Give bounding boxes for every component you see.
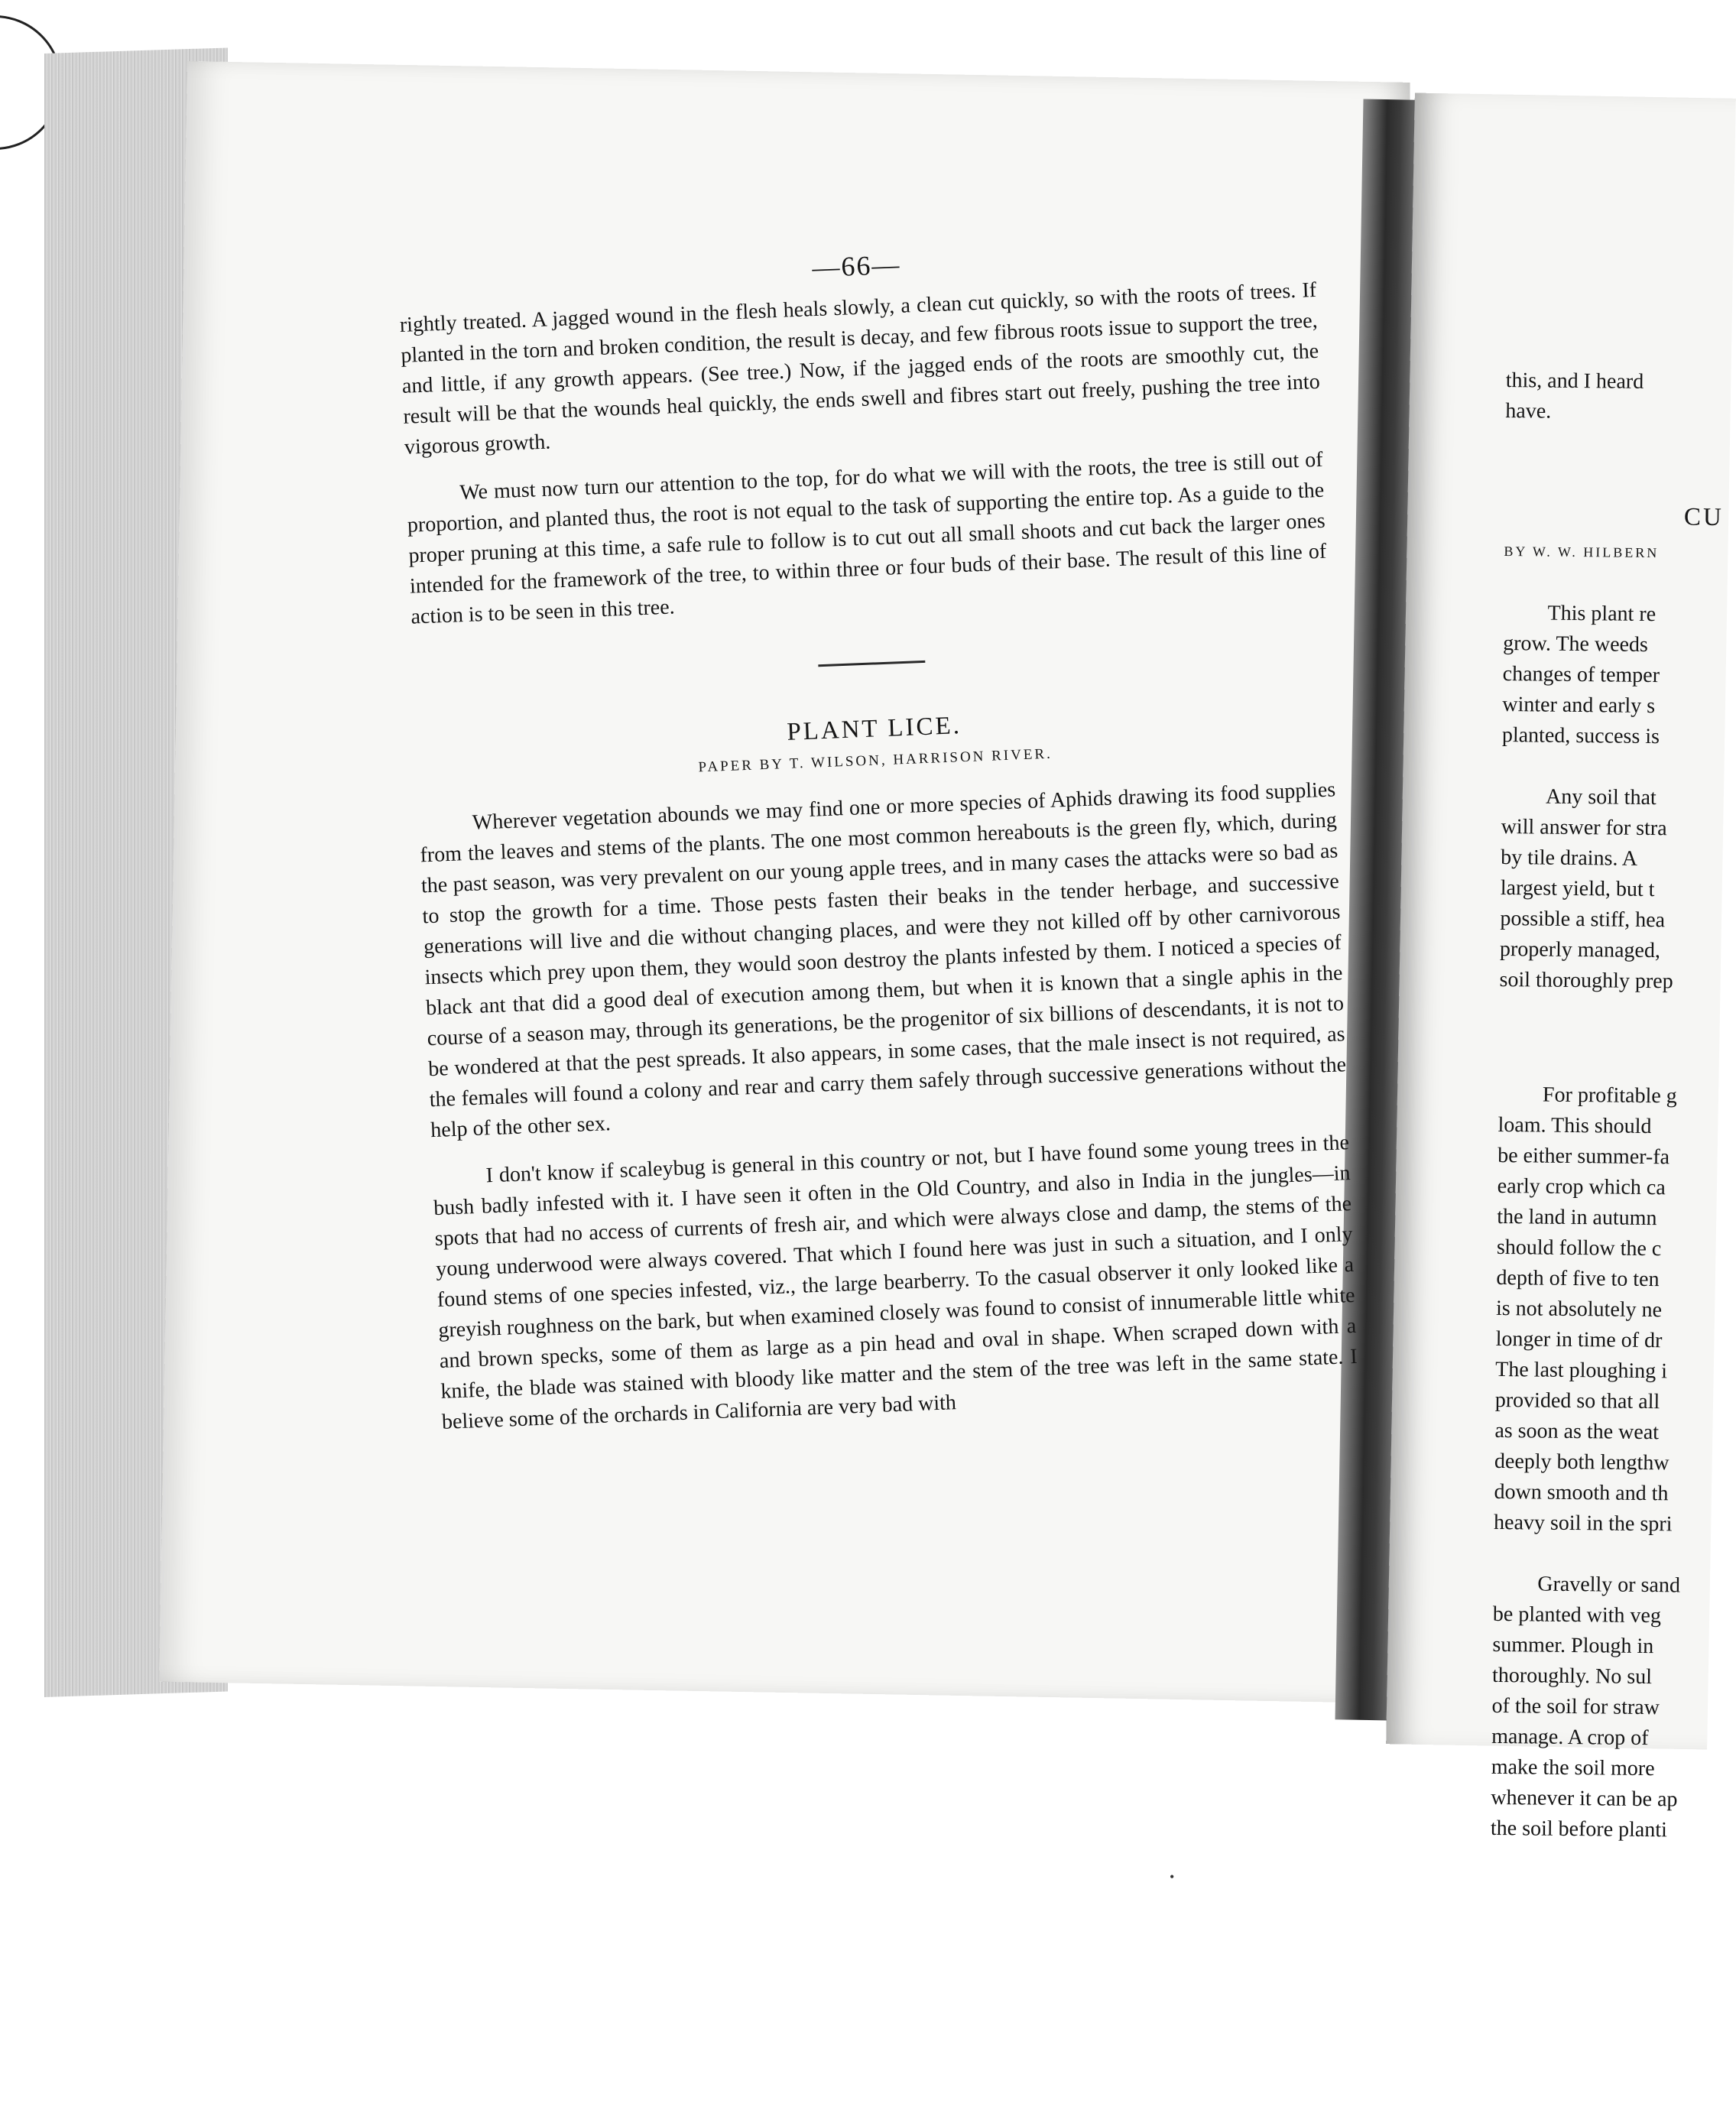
right-line: changes of temper bbox=[1502, 661, 1660, 688]
right-line: be planted with veg bbox=[1492, 1602, 1662, 1628]
right-line: winter and early s bbox=[1502, 692, 1656, 719]
right-line: loam. This should bbox=[1498, 1112, 1652, 1139]
right-line: possible a stiff, hea bbox=[1500, 906, 1666, 933]
right-line: The last ploughing i bbox=[1495, 1357, 1668, 1384]
right-line: thoroughly. No sul bbox=[1491, 1663, 1653, 1690]
paragraph-gap bbox=[1498, 995, 1699, 1082]
right-page-text bbox=[1490, 365, 1724, 1846]
right-line: whenever it can be ap bbox=[1491, 1785, 1678, 1812]
right-line: should follow the c bbox=[1496, 1235, 1662, 1261]
right-line: is not absolutely ne bbox=[1495, 1296, 1663, 1323]
section-divider bbox=[818, 661, 925, 667]
right-line: will answer for stra bbox=[1501, 814, 1667, 841]
right-line: the soil before planti bbox=[1490, 1816, 1668, 1842]
right-byline-fragment: BY W. W. HILBERN bbox=[1504, 543, 1660, 561]
right-line: This plant re bbox=[1547, 601, 1657, 627]
paragraph-scaleybug: I don't know if scaleybug is general in this country or not, but I have found some young trees in the bush badly infested with it. I have seen it often in the Old Country, and also in India in the jungles—in spots that had no access of currents of fresh air, and which were always close and damp, the stems of the young underwood were always covered. That which I found here was just in such a situation, and I only found stems of one species infested, viz., the large bearberry. To the casual observer it only looked like a greyish roughness on the bark, but when examined closely was found to consist of innumerable little white and brown specks, some of them as large as a pin head and oval in shape. When scraped down with a knife, the blade was stained with bloody like matter and the stem of the tree was left in the same state. I believe some of the orchards in California are very bad with bbox=[433, 1131, 1358, 1434]
right-line: longer in time of dr bbox=[1495, 1326, 1663, 1353]
right-line: early crop which ca bbox=[1497, 1173, 1666, 1200]
article-heading: PLANT LICE. bbox=[786, 712, 962, 746]
paragraph-aphids: Wherever vegetation abounds we may find one or more species of Aphids drawing its food supplies from the leaves and stems of the plants. The one most common hereabouts is the green fly, which, during the past season, was very prevalent on our young apple trees, and in many cases the attacks were so bad as to stop the growth for a time. Those pests fasten their beaks in the tender herbage, and successive generations will live and die without changing places, and were they not killed off by other carnivorous insects which prey upon them, they would soon destroy the plants infested by them. I noticed a species of black ant that did a good deal of execution among them, but when it is known that a single aphis in the course of a season may, through its generations, be the progenitor of six billions of descendants, it is not to be wondered at that the pest spreads. It also appears, in some cases, that the male insect is not required, as the females will found a colony and rear and carry them safely through successive generations without the help of the other sex. bbox=[419, 777, 1347, 1143]
right-line: Any soil that bbox=[1545, 784, 1657, 810]
right-line: planted, success is bbox=[1501, 722, 1660, 749]
right-line: this, and I heard bbox=[1505, 368, 1644, 394]
right-line: manage. A crop of bbox=[1491, 1724, 1649, 1751]
paragraph-roots: rightly treated. A jagged wound in the flesh heals slowly, a clean cut quickly, so with the roots of trees. If planted in the torn and broken condition, the result is decay, and few fibrous roots issue to support the tree, and little, if any growth appears. (See tree.) Now, if the jagged ends of the roots are smoothly cut, the result will be that the wounds heal quickly, the ends swell and fibres start out freely, pushing the tree into vigorous growth. bbox=[399, 278, 1321, 459]
right-line: grow. The weeds bbox=[1503, 631, 1649, 657]
paragraph-top-pruning: We must now turn our attention to the top, for do what we will with the roots, the tree is still out of proportion, and planted thus, the root is not equal to the task of supporting the entire top. As a guide to the proper pruning at this time, a safe rule to follow is to cut out all small shoots and cut back the larger ones intended for the framework of the tree, to within three or four buds of their base. The result of this line of action is to be seen in this tree. bbox=[407, 447, 1327, 629]
right-line: have. bbox=[1505, 398, 1552, 424]
right-line: heavy soil in the spri bbox=[1493, 1510, 1673, 1537]
right-line: by tile drains. A bbox=[1501, 845, 1638, 871]
ink-speck: • bbox=[1170, 1869, 1175, 1884]
right-line: summer. Plough in bbox=[1492, 1632, 1654, 1659]
right-line: soil thoroughly prep bbox=[1499, 967, 1673, 994]
page-number: —66— bbox=[811, 248, 902, 284]
right-line: Gravelly or sand bbox=[1537, 1572, 1681, 1598]
right-line: down smooth and th bbox=[1494, 1479, 1669, 1506]
right-line: the land in autumn bbox=[1497, 1204, 1657, 1231]
right-line: as soon as the weat bbox=[1494, 1418, 1660, 1445]
right-line: provided so that all bbox=[1494, 1388, 1660, 1414]
right-line: deeply both lengthw bbox=[1494, 1449, 1669, 1475]
right-heading-fragment: CU bbox=[1683, 503, 1724, 531]
right-line: make the soil more bbox=[1491, 1755, 1655, 1781]
left-page-text bbox=[397, 232, 1359, 1438]
right-line: For profitable g bbox=[1542, 1083, 1677, 1109]
article-byline: PAPER BY T. WILSON, HARRISON RIVER. bbox=[698, 745, 1053, 776]
right-line: properly managed, bbox=[1499, 937, 1661, 963]
right-line: largest yield, but t bbox=[1500, 875, 1655, 902]
paragraph-gap bbox=[1501, 751, 1702, 784]
right-line: of the soil for straw bbox=[1491, 1693, 1660, 1720]
paragraph-gap bbox=[1494, 1538, 1694, 1571]
right-line: depth of five to ten bbox=[1496, 1265, 1660, 1292]
right-line: be either summer-fa bbox=[1498, 1143, 1670, 1170]
